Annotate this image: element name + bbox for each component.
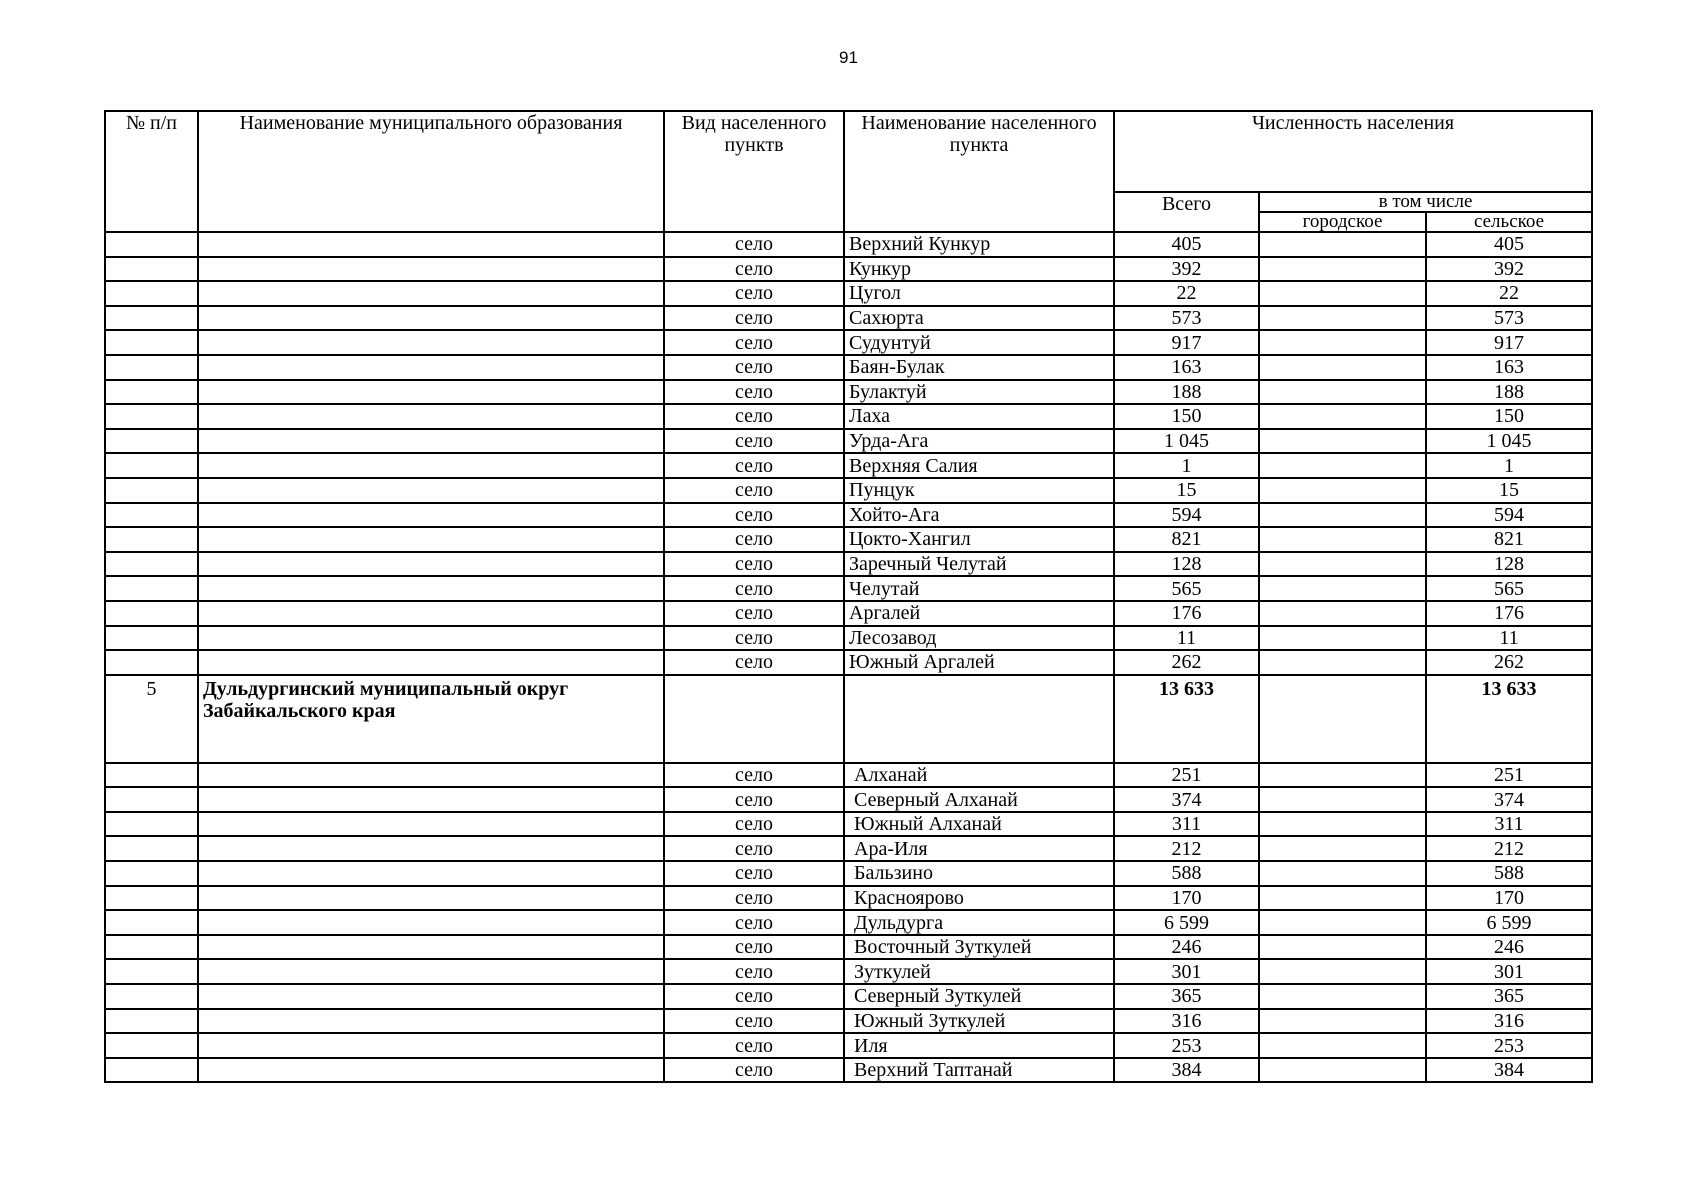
cell-settlement-name: Цугол bbox=[844, 281, 1114, 306]
cell-municipality bbox=[198, 1033, 664, 1058]
cell-num bbox=[105, 453, 198, 478]
cell-settlement-name: Южный Алханай bbox=[844, 812, 1114, 837]
cell-num bbox=[105, 861, 198, 886]
cell-total: 311 bbox=[1114, 812, 1259, 837]
population-table bbox=[104, 110, 1593, 1083]
cell-settlement-name: Заречный Челутай bbox=[844, 552, 1114, 577]
cell-num bbox=[105, 257, 198, 282]
cell-settlement-name: Лаха bbox=[844, 404, 1114, 429]
cell-rural: 917 bbox=[1426, 330, 1592, 355]
cell-rural: 374 bbox=[1426, 787, 1592, 812]
cell-urban bbox=[1259, 787, 1426, 812]
cell-urban bbox=[1259, 330, 1426, 355]
table-row bbox=[105, 576, 1592, 601]
table-row bbox=[105, 404, 1592, 429]
cell-urban bbox=[1259, 281, 1426, 306]
cell-municipality bbox=[198, 404, 664, 429]
cell-urban bbox=[1259, 959, 1426, 984]
cell-urban bbox=[1259, 552, 1426, 577]
header-rural: сельское bbox=[1426, 212, 1592, 232]
cell-num bbox=[105, 626, 198, 651]
cell-num bbox=[105, 650, 198, 675]
cell-num bbox=[105, 886, 198, 911]
cell-rural: 405 bbox=[1426, 232, 1592, 257]
cell-settlement-type: село bbox=[664, 959, 844, 984]
cell-settlement-type: село bbox=[664, 984, 844, 1009]
cell-settlement-name: Алханай bbox=[844, 763, 1114, 788]
cell-urban bbox=[1259, 650, 1426, 675]
table-row bbox=[105, 281, 1592, 306]
cell-settlement-type: село bbox=[664, 478, 844, 503]
cell-rural: 311 bbox=[1426, 812, 1592, 837]
cell-municipality bbox=[198, 380, 664, 405]
cell-total: 128 bbox=[1114, 552, 1259, 577]
cell-urban bbox=[1259, 453, 1426, 478]
cell-municipality bbox=[198, 763, 664, 788]
cell-municipality bbox=[198, 984, 664, 1009]
cell-rural: 246 bbox=[1426, 935, 1592, 960]
cell-settlement-type: село bbox=[664, 787, 844, 812]
table-row bbox=[105, 1058, 1592, 1083]
group-type bbox=[664, 675, 844, 763]
cell-total: 588 bbox=[1114, 861, 1259, 886]
cell-num bbox=[105, 959, 198, 984]
cell-municipality bbox=[198, 257, 664, 282]
cell-urban bbox=[1259, 232, 1426, 257]
cell-settlement-type: село bbox=[664, 453, 844, 478]
cell-settlement-type: село bbox=[664, 836, 844, 861]
municipality-row bbox=[105, 675, 1592, 763]
cell-num bbox=[105, 910, 198, 935]
cell-settlement-name: Северный Алханай bbox=[844, 787, 1114, 812]
cell-urban bbox=[1259, 812, 1426, 837]
cell-settlement-name: Южный Аргалей bbox=[844, 650, 1114, 675]
cell-settlement-type: село bbox=[664, 404, 844, 429]
cell-settlement-type: село bbox=[664, 935, 844, 960]
cell-settlement-name: Иля bbox=[844, 1033, 1114, 1058]
cell-settlement-name: Аргалей bbox=[844, 601, 1114, 626]
cell-settlement-type: село bbox=[664, 1033, 844, 1058]
cell-settlement-type: село bbox=[664, 861, 844, 886]
cell-municipality bbox=[198, 601, 664, 626]
cell-rural: 821 bbox=[1426, 527, 1592, 552]
cell-urban bbox=[1259, 306, 1426, 331]
cell-rural: 1 045 bbox=[1426, 429, 1592, 454]
cell-rural: 212 bbox=[1426, 836, 1592, 861]
table-row bbox=[105, 626, 1592, 651]
table-row bbox=[105, 812, 1592, 837]
cell-num bbox=[105, 281, 198, 306]
cell-settlement-name: Булактуй bbox=[844, 380, 1114, 405]
cell-settlement-name: Лесозавод bbox=[844, 626, 1114, 651]
cell-municipality bbox=[198, 886, 664, 911]
cell-settlement-type: село bbox=[664, 355, 844, 380]
cell-settlement-type: село bbox=[664, 1009, 844, 1034]
table-row bbox=[105, 886, 1592, 911]
header-num: № п/п bbox=[105, 111, 198, 232]
cell-num bbox=[105, 404, 198, 429]
table-row bbox=[105, 959, 1592, 984]
cell-settlement-name: Верхний Кункур bbox=[844, 232, 1114, 257]
table-row bbox=[105, 355, 1592, 380]
cell-settlement-name: Сахюрта bbox=[844, 306, 1114, 331]
cell-settlement-type: село bbox=[664, 232, 844, 257]
group-rural: 13 633 bbox=[1426, 675, 1592, 763]
cell-rural: 15 bbox=[1426, 478, 1592, 503]
cell-municipality bbox=[198, 861, 664, 886]
cell-num bbox=[105, 380, 198, 405]
cell-total: 917 bbox=[1114, 330, 1259, 355]
cell-rural: 384 bbox=[1426, 1058, 1592, 1083]
cell-total: 821 bbox=[1114, 527, 1259, 552]
table-row bbox=[105, 787, 1592, 812]
cell-urban bbox=[1259, 478, 1426, 503]
cell-urban bbox=[1259, 836, 1426, 861]
header-including: в том числе bbox=[1259, 192, 1592, 212]
cell-municipality bbox=[198, 527, 664, 552]
cell-num bbox=[105, 576, 198, 601]
cell-settlement-name: Цокто-Хангил bbox=[844, 527, 1114, 552]
cell-rural: 573 bbox=[1426, 306, 1592, 331]
cell-rural: 11 bbox=[1426, 626, 1592, 651]
cell-settlement-type: село bbox=[664, 527, 844, 552]
cell-settlement-type: село bbox=[664, 812, 844, 837]
cell-rural: 170 bbox=[1426, 886, 1592, 911]
group-name bbox=[844, 675, 1114, 763]
table-group-row bbox=[105, 675, 1592, 763]
cell-urban bbox=[1259, 984, 1426, 1009]
cell-total: 170 bbox=[1114, 886, 1259, 911]
cell-num bbox=[105, 503, 198, 528]
cell-rural: 188 bbox=[1426, 380, 1592, 405]
table-row bbox=[105, 478, 1592, 503]
cell-urban bbox=[1259, 601, 1426, 626]
cell-settlement-type: село bbox=[664, 1058, 844, 1083]
cell-municipality bbox=[198, 812, 664, 837]
cell-num bbox=[105, 935, 198, 960]
cell-num bbox=[105, 836, 198, 861]
cell-settlement-type: село bbox=[664, 281, 844, 306]
table-row bbox=[105, 306, 1592, 331]
cell-num bbox=[105, 763, 198, 788]
cell-num bbox=[105, 527, 198, 552]
cell-settlement-type: село bbox=[664, 650, 844, 675]
cell-total: 11 bbox=[1114, 626, 1259, 651]
cell-rural: 594 bbox=[1426, 503, 1592, 528]
table-body-part-1 bbox=[105, 232, 1592, 675]
cell-settlement-name: Южный Зуткулей bbox=[844, 1009, 1114, 1034]
cell-total: 365 bbox=[1114, 984, 1259, 1009]
cell-urban bbox=[1259, 527, 1426, 552]
cell-settlement-type: село bbox=[664, 763, 844, 788]
cell-municipality bbox=[198, 306, 664, 331]
cell-settlement-type: село bbox=[664, 257, 844, 282]
table-row bbox=[105, 861, 1592, 886]
cell-urban bbox=[1259, 1009, 1426, 1034]
cell-municipality bbox=[198, 1009, 664, 1034]
cell-num bbox=[105, 1033, 198, 1058]
cell-municipality bbox=[198, 836, 664, 861]
table-row bbox=[105, 503, 1592, 528]
table-row bbox=[105, 763, 1592, 788]
cell-municipality bbox=[198, 910, 664, 935]
cell-total: 253 bbox=[1114, 1033, 1259, 1058]
cell-num bbox=[105, 601, 198, 626]
cell-total: 188 bbox=[1114, 380, 1259, 405]
cell-settlement-type: село bbox=[664, 552, 844, 577]
cell-total: 301 bbox=[1114, 959, 1259, 984]
cell-total: 163 bbox=[1114, 355, 1259, 380]
cell-settlement-name: Верхний Таптанай bbox=[844, 1058, 1114, 1083]
cell-total: 251 bbox=[1114, 763, 1259, 788]
header-total: Всего bbox=[1114, 192, 1259, 232]
table-row bbox=[105, 330, 1592, 355]
cell-municipality bbox=[198, 787, 664, 812]
cell-municipality bbox=[198, 429, 664, 454]
cell-num bbox=[105, 1009, 198, 1034]
cell-total: 150 bbox=[1114, 404, 1259, 429]
table-row bbox=[105, 257, 1592, 282]
cell-settlement-type: село bbox=[664, 910, 844, 935]
cell-rural: 128 bbox=[1426, 552, 1592, 577]
cell-municipality bbox=[198, 650, 664, 675]
table-row bbox=[105, 429, 1592, 454]
cell-num bbox=[105, 1058, 198, 1083]
header-urban: городское bbox=[1259, 212, 1426, 232]
cell-municipality bbox=[198, 626, 664, 651]
cell-rural: 301 bbox=[1426, 959, 1592, 984]
cell-urban bbox=[1259, 429, 1426, 454]
cell-settlement-name: Ара-Иля bbox=[844, 836, 1114, 861]
cell-municipality bbox=[198, 330, 664, 355]
cell-num bbox=[105, 984, 198, 1009]
cell-municipality bbox=[198, 503, 664, 528]
cell-settlement-name: Верхняя Салия bbox=[844, 453, 1114, 478]
cell-num bbox=[105, 330, 198, 355]
cell-settlement-type: село bbox=[664, 601, 844, 626]
table-body-part-2 bbox=[105, 763, 1592, 1083]
table-row bbox=[105, 1009, 1592, 1034]
cell-settlement-name: Урда-Ага bbox=[844, 429, 1114, 454]
cell-municipality bbox=[198, 552, 664, 577]
cell-num bbox=[105, 552, 198, 577]
cell-urban bbox=[1259, 257, 1426, 282]
table-row bbox=[105, 910, 1592, 935]
cell-settlement-name: Северный Зуткулей bbox=[844, 984, 1114, 1009]
header-settlement-type: Вид населенного пунктв bbox=[664, 111, 844, 232]
cell-num bbox=[105, 787, 198, 812]
cell-settlement-name: Хойто-Ага bbox=[844, 503, 1114, 528]
cell-rural: 253 bbox=[1426, 1033, 1592, 1058]
cell-settlement-type: село bbox=[664, 330, 844, 355]
cell-total: 176 bbox=[1114, 601, 1259, 626]
cell-num bbox=[105, 306, 198, 331]
cell-settlement-name: Кункур bbox=[844, 257, 1114, 282]
cell-municipality bbox=[198, 478, 664, 503]
cell-rural: 565 bbox=[1426, 576, 1592, 601]
cell-rural: 262 bbox=[1426, 650, 1592, 675]
cell-total: 6 599 bbox=[1114, 910, 1259, 935]
cell-rural: 163 bbox=[1426, 355, 1592, 380]
cell-settlement-name: Дульдурга bbox=[844, 910, 1114, 935]
cell-rural: 392 bbox=[1426, 257, 1592, 282]
group-municipality: Дульдургинский муниципальный округ Забайкальского края bbox=[198, 675, 664, 763]
cell-settlement-name: Баян-Булак bbox=[844, 355, 1114, 380]
table-row bbox=[105, 527, 1592, 552]
cell-urban bbox=[1259, 576, 1426, 601]
cell-settlement-name: Восточный Зуткулей bbox=[844, 935, 1114, 960]
cell-rural: 365 bbox=[1426, 984, 1592, 1009]
cell-municipality bbox=[198, 281, 664, 306]
cell-total: 246 bbox=[1114, 935, 1259, 960]
cell-settlement-name: Зуткулей bbox=[844, 959, 1114, 984]
page-number: 91 bbox=[839, 48, 858, 67]
cell-num bbox=[105, 812, 198, 837]
cell-urban bbox=[1259, 763, 1426, 788]
cell-municipality bbox=[198, 576, 664, 601]
cell-municipality bbox=[198, 232, 664, 257]
cell-settlement-type: село bbox=[664, 380, 844, 405]
cell-urban bbox=[1259, 886, 1426, 911]
cell-num bbox=[105, 429, 198, 454]
cell-total: 22 bbox=[1114, 281, 1259, 306]
cell-rural: 150 bbox=[1426, 404, 1592, 429]
cell-total: 15 bbox=[1114, 478, 1259, 503]
cell-settlement-type: село bbox=[664, 503, 844, 528]
cell-total: 316 bbox=[1114, 1009, 1259, 1034]
header-population: Численность населения bbox=[1114, 111, 1592, 192]
header-municipality: Наименование муниципального образования bbox=[198, 111, 664, 232]
cell-total: 384 bbox=[1114, 1058, 1259, 1083]
table-row bbox=[105, 380, 1592, 405]
cell-total: 573 bbox=[1114, 306, 1259, 331]
cell-settlement-type: село bbox=[664, 886, 844, 911]
cell-settlement-type: село bbox=[664, 306, 844, 331]
cell-urban bbox=[1259, 626, 1426, 651]
header-settlement-name: Наименование населенного пункта bbox=[844, 111, 1114, 232]
table-row bbox=[105, 453, 1592, 478]
cell-urban bbox=[1259, 503, 1426, 528]
cell-rural: 316 bbox=[1426, 1009, 1592, 1034]
table-row bbox=[105, 984, 1592, 1009]
cell-urban bbox=[1259, 380, 1426, 405]
cell-rural: 1 bbox=[1426, 453, 1592, 478]
cell-settlement-type: село bbox=[664, 429, 844, 454]
cell-municipality bbox=[198, 935, 664, 960]
cell-urban bbox=[1259, 861, 1426, 886]
table-row bbox=[105, 650, 1592, 675]
group-total: 13 633 bbox=[1114, 675, 1259, 763]
cell-urban bbox=[1259, 910, 1426, 935]
table-row bbox=[105, 935, 1592, 960]
cell-total: 1 045 bbox=[1114, 429, 1259, 454]
cell-urban bbox=[1259, 1058, 1426, 1083]
cell-total: 405 bbox=[1114, 232, 1259, 257]
cell-municipality bbox=[198, 1058, 664, 1083]
cell-municipality bbox=[198, 453, 664, 478]
cell-num bbox=[105, 478, 198, 503]
cell-rural: 22 bbox=[1426, 281, 1592, 306]
table-row bbox=[105, 1033, 1592, 1058]
table-row bbox=[105, 552, 1592, 577]
table-row bbox=[105, 601, 1592, 626]
cell-rural: 6 599 bbox=[1426, 910, 1592, 935]
group-urban bbox=[1259, 675, 1426, 763]
cell-settlement-type: село bbox=[664, 576, 844, 601]
cell-urban bbox=[1259, 355, 1426, 380]
table-row bbox=[105, 836, 1592, 861]
cell-num bbox=[105, 355, 198, 380]
cell-settlement-name: Судунтуй bbox=[844, 330, 1114, 355]
cell-rural: 176 bbox=[1426, 601, 1592, 626]
cell-municipality bbox=[198, 959, 664, 984]
group-num: 5 bbox=[105, 675, 198, 763]
cell-settlement-name: Пунцук bbox=[844, 478, 1114, 503]
cell-num bbox=[105, 232, 198, 257]
cell-total: 565 bbox=[1114, 576, 1259, 601]
cell-urban bbox=[1259, 404, 1426, 429]
cell-municipality bbox=[198, 355, 664, 380]
cell-rural: 251 bbox=[1426, 763, 1592, 788]
cell-total: 594 bbox=[1114, 503, 1259, 528]
cell-total: 262 bbox=[1114, 650, 1259, 675]
cell-urban bbox=[1259, 935, 1426, 960]
cell-settlement-name: Красноярово bbox=[844, 886, 1114, 911]
table-header bbox=[105, 111, 1592, 232]
cell-settlement-name: Челутай bbox=[844, 576, 1114, 601]
cell-urban bbox=[1259, 1033, 1426, 1058]
cell-settlement-type: село bbox=[664, 626, 844, 651]
cell-settlement-name: Бальзино bbox=[844, 861, 1114, 886]
cell-total: 374 bbox=[1114, 787, 1259, 812]
table-row bbox=[105, 232, 1592, 257]
cell-total: 212 bbox=[1114, 836, 1259, 861]
cell-total: 392 bbox=[1114, 257, 1259, 282]
cell-total: 1 bbox=[1114, 453, 1259, 478]
cell-rural: 588 bbox=[1426, 861, 1592, 886]
